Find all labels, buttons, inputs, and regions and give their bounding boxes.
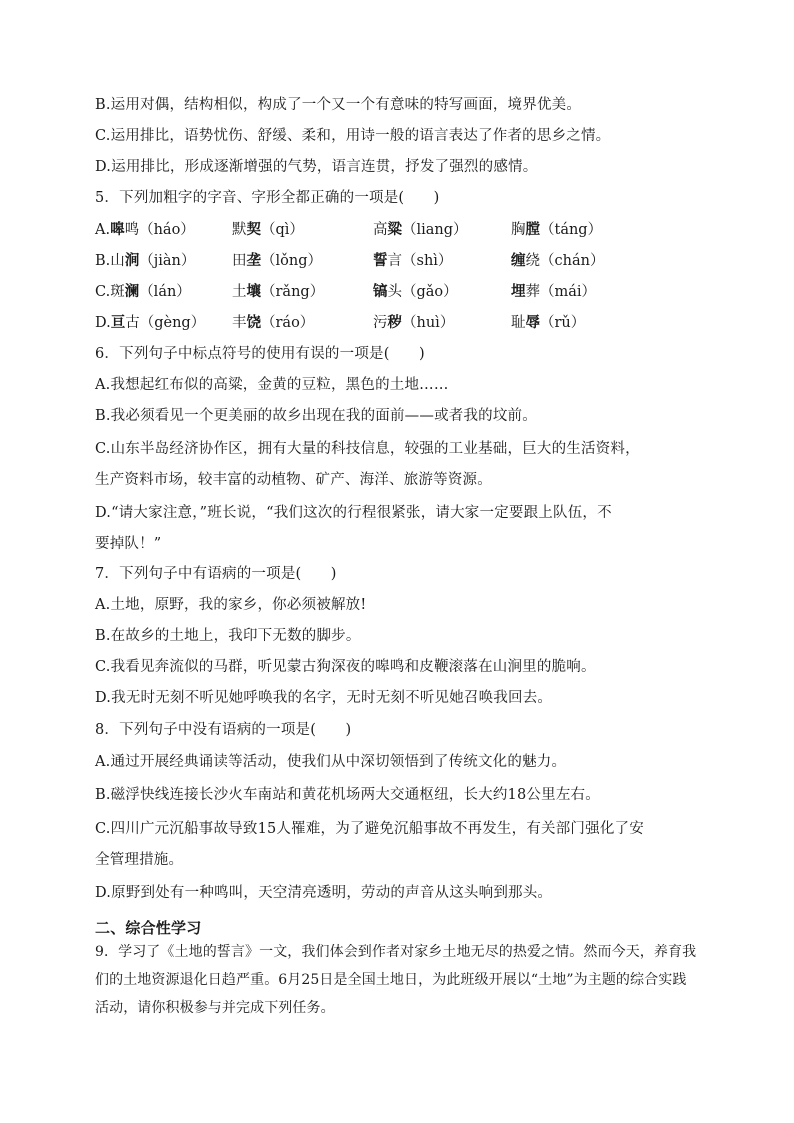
q5-c-item-1: C.斑澜（lán） [95,283,191,300]
q5-d-item-2: 丰饶（ráo） [232,314,315,331]
q5-b-item-3: 誓言（shì） [373,252,453,269]
q5-a-item-4: 胸膛（táng） [511,221,603,238]
q7-option-c: C.我看见奔流似的马群，听见蒙古狗深夜的嗥鸣和皮鞭滚落在山涧里的脆响。 [95,659,596,675]
q4-option-d: D.运用排比，形成逐渐增强的气势，语言连贯，抒发了强烈的感情。 [95,159,538,175]
q6-option-c-line1: C.山东半岛经济协作区，拥有大量的科技信息，较强的工业基础，巨大的生活资料， [95,441,640,457]
q8-stem: 8．下列句子中没有语病的一项是( ) [95,722,352,738]
q6-option-c-line2: 生产资料市场，较丰富的动植物、矿产、海洋、旅游等资源。 [95,472,492,488]
q9-paragraph-line1: 9．学习了《土地的誓言》一文，我们体会到作者对家乡土地无尽的热爱之情。然而今天，养育我 [95,944,697,960]
q6-option-d-line2: 要掉队！” [95,536,162,552]
q7-stem: 7．下列句子中有语病的一项是( ) [95,566,337,582]
q8-option-b: B.磁浮快线连接长沙火车南站和黄花机场两大交通枢纽，长大约18公里左右。 [95,787,600,803]
q8-option-d: D.原野到处有一种鸣叫，天空清亮透明，劳动的声音从这头响到那头。 [95,885,553,901]
q5-b-item-1: B.山涧（jiàn） [95,252,196,269]
q5-d-item-4: 耻辱（rǔ） [511,314,586,331]
q5-stem: 5．下列加粗字的字音、字形全都正确的一项是( ) [95,190,440,206]
q7-option-a: A.土地，原野，我的家乡，你必须被解放! [95,597,367,613]
q9-paragraph-line3: 活动，请你积极参与并完成下列任务。 [95,1000,335,1016]
q7-option-d: D.我无时无刻不听见她呼唤我的名字，无时无刻不听见她召唤我回去。 [95,690,553,706]
q4-option-b: B.运用对偶，结构相似，构成了一个又一个有意味的特写画面，境界优美。 [95,97,582,113]
q5-d-item-3: 污秽（huì） [373,314,455,331]
q5-c-item-3: 镐头（gǎo） [373,283,458,300]
q5-c-item-4: 埋葬（mái） [511,283,597,300]
section-heading: 二、综合性学习 [95,919,202,937]
q6-option-a: A.我想起红布似的高粱，金黄的豆粒，黑色的土地…… [95,377,449,393]
q5-a-item-1: A.嗥鸣（háo） [95,221,195,238]
q5-b-item-4: 缠绕（chán） [511,252,605,269]
q7-option-b: B.在故乡的土地上，我印下无数的脚步。 [95,628,361,644]
q4-option-c: C.运用排比，语势忧伤、舒缓、柔和，用诗一般的语言表达了作者的思乡之情。 [95,128,611,144]
q8-option-c-line1: C.四川广元沉船事故导致15人罹难，为了避免沉船事故不再发生，有关部门强化了安 [95,821,644,837]
q5-a-item-3: 高粱（liang） [373,221,468,238]
q6-option-d-line1: D.“请大家注意，”班长说，“我们这次的行程很紧张，请大家一定要跟上队伍，不 [95,505,612,521]
q6-option-b: B.我必须看见一个更美丽的故乡出现在我的面前——或者我的坟前。 [95,408,537,424]
q5-c-item-2: 土壤（rǎng） [232,283,325,300]
q5-b-item-2: 田垄（lǒng） [232,252,322,269]
q5-d-item-1: D.亘古（gèng） [95,314,206,331]
q5-a-item-2: 默契（qì） [232,221,304,238]
q9-paragraph-line2: 们的土地资源退化日趋严重。6月25日是全国土地日，为此班级开展以“土地”为主题的综合实践 [95,972,687,988]
q8-option-c-line2: 全管理措施。 [95,852,184,868]
q8-option-a: A.通过开展经典诵读等活动，使我们从中深切领悟到了传统文化的魅力。 [95,754,567,770]
q6-stem: 6．下列句子中标点符号的使用有误的一项是( ) [95,346,425,362]
